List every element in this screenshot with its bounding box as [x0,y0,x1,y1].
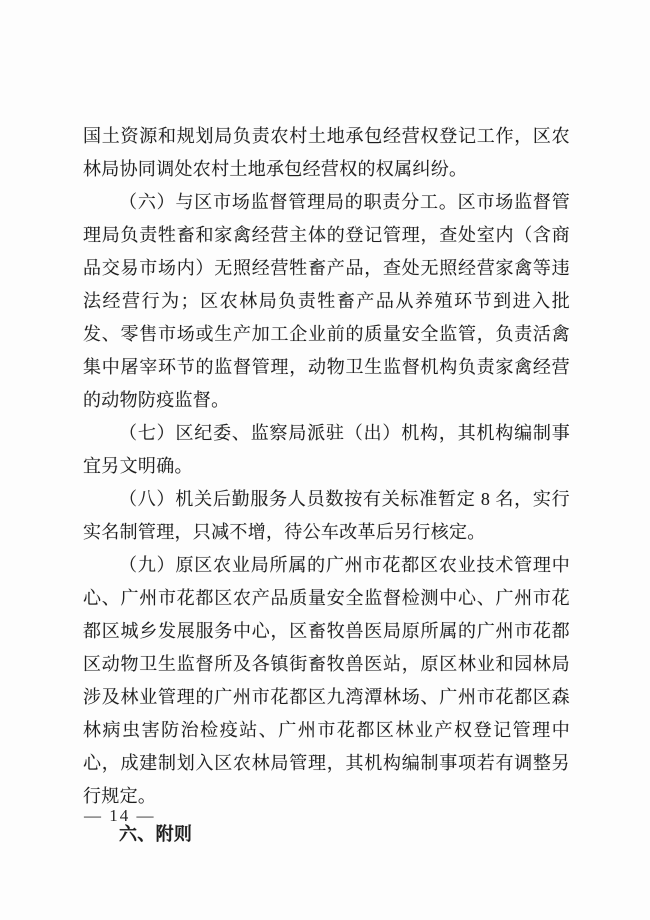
document-body [83,120,570,851]
paragraph-continuation: 国土资源和规划局负责农村土地承包经营权登记工作，区农林局协同调处农村土地承包经营权的权属纠纷。 [83,126,570,179]
paragraph-item-7: （七）区纪委、监察局派驻（出）机构，其机构编制事宜另文明确。 [83,423,570,476]
paragraph-item-9: （九）原区农业局所属的广州市花都区农业技术管理中心、广州市花都区农产品质量安全监督检测中心、广州市花都区城乡发展服务中心，区畜牧兽医局原所属的广州市花都区动物卫生监督所及各镇街畜牧兽医站，原区林业和园林局涉及林业管理的广州市花都区九湾潭林场、广州市花都区森林病虫害防治检疫站、广州市花都区林业产权登记管理中心，成建制划入区农林局管理，其机构编制事项若有调整另行规定。 [83,555,570,806]
page-number: — 14 — [84,806,156,825]
section-heading-6: 六、附则 [119,824,193,844]
paragraph-item-8: （八）机关后勤服务人员数按有关标准暂定 8 名，实行实名制管理，只减不增，待公车改革后另行核定。 [83,489,570,542]
paragraph-item-6: （六）与区市场监督管理局的职责分工。区市场监督管理局负责牲畜和家禽经营主体的登记管理，查处室内（含商品交易市场内）无照经营牲畜产品，查处无照经营家禽等违法经营行为；区农林局负责牲畜产品从养殖环节到进入批发、零售市场或生产加工企业前的质量安全监管，负责活禽集中屠宰环节的监督管理，动物卫生监督机构负责家禽经营的动物防疫监督。 [83,192,570,410]
